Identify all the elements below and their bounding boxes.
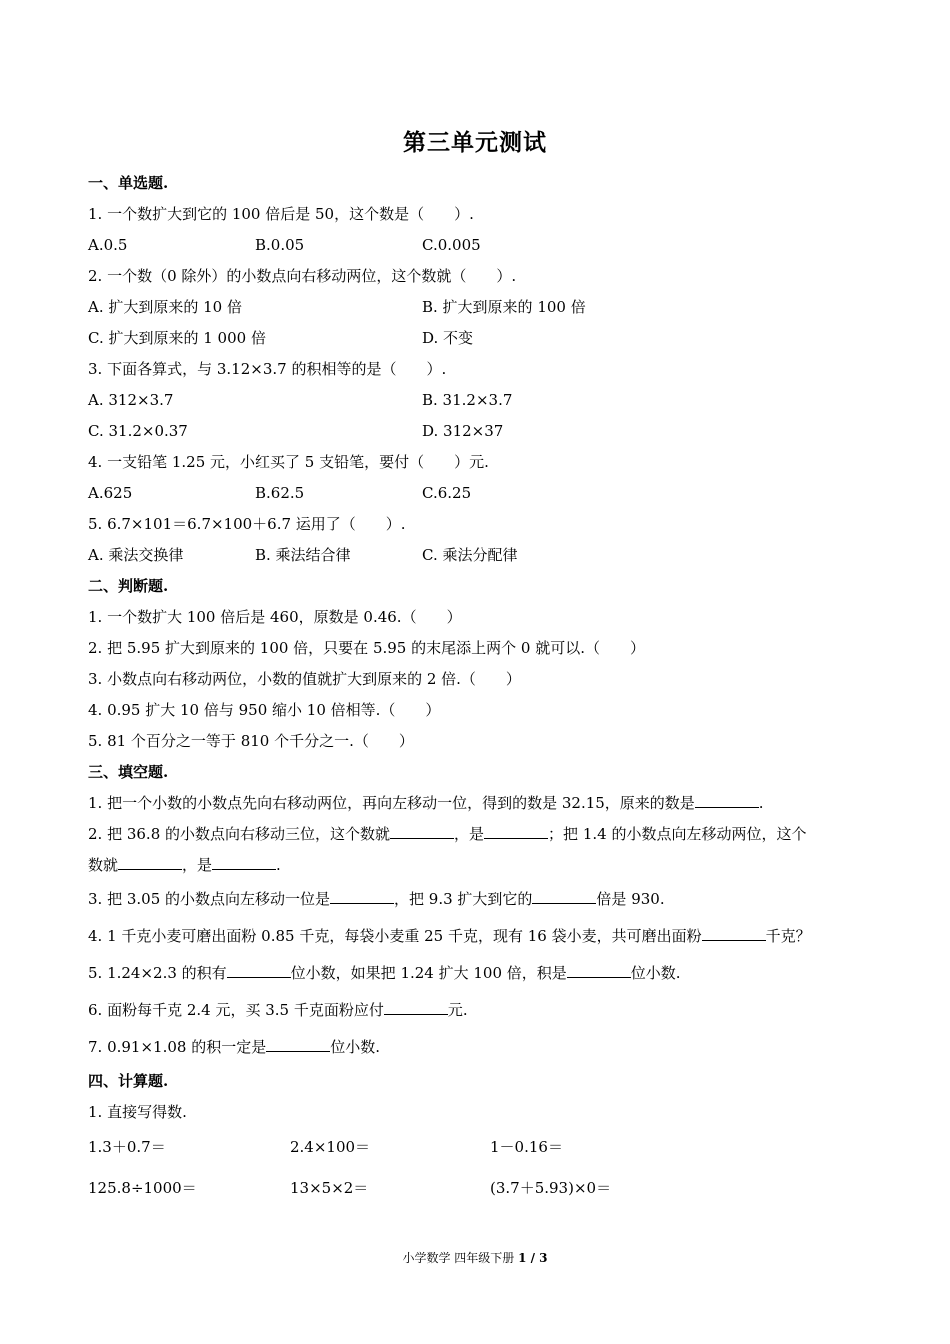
mc-options-2b bbox=[88, 323, 878, 354]
mc-option: B.62.5 bbox=[255, 484, 305, 502]
fill-text: ；把 1.4 的小数点向左移动两位，这个 bbox=[548, 825, 807, 843]
fill-text: 位小数. bbox=[330, 1038, 380, 1056]
answer-blank[interactable] bbox=[118, 853, 182, 870]
mc-option: A. 扩大到原来的 10 倍 bbox=[88, 298, 242, 316]
fill-question-1 bbox=[88, 788, 878, 819]
answer-blank[interactable] bbox=[384, 998, 448, 1015]
mc-options-5 bbox=[88, 540, 878, 571]
fill-text: 4. 1 千克小麦可磨出面粉 0.85 千克，每袋小麦重 25 千克，现有 16 袋小麦，共可磨出面粉 bbox=[88, 927, 702, 945]
fill-text: 5. 1.24×2.3 的积有 bbox=[88, 964, 227, 982]
fill-text: 位小数. bbox=[630, 964, 681, 982]
worksheet-body bbox=[88, 168, 878, 1210]
mc-question-1: 1. 一个数扩大到它的 100 倍后是 50，这个数是（ ）. bbox=[88, 205, 474, 223]
mc-option: B. 31.2×3.7 bbox=[422, 391, 513, 409]
mc-option: C.6.25 bbox=[422, 484, 472, 502]
section-heading-fill-blank: 三、填空题. bbox=[88, 763, 169, 781]
answer-blank[interactable] bbox=[390, 822, 454, 839]
mc-option: C. 乘法分配律 bbox=[422, 546, 518, 564]
fill-text: . bbox=[276, 856, 281, 874]
fill-text: 3. 把 3.05 的小数点向左移动一位是 bbox=[88, 890, 331, 908]
fill-text: ，把 9.3 扩大到它的 bbox=[394, 890, 533, 908]
mc-option: C. 31.2×0.37 bbox=[88, 422, 188, 440]
answer-blank[interactable] bbox=[330, 887, 394, 904]
fill-text: 2. 把 36.8 的小数点向右移动三位，这个数就 bbox=[88, 825, 391, 843]
mc-option: A. 乘法交换律 bbox=[88, 546, 184, 564]
answer-blank[interactable] bbox=[532, 887, 596, 904]
mc-option: A.0.5 bbox=[88, 236, 128, 254]
fill-text: 倍是 930. bbox=[596, 890, 665, 908]
fill-question-6 bbox=[88, 992, 878, 1029]
fill-text: 千克？ bbox=[765, 927, 811, 945]
tf-question-1: 1. 一个数扩大 100 倍后是 460，原数是 0.46.（ ） bbox=[88, 608, 462, 626]
calc-expression: 125.8÷1000＝ bbox=[88, 1179, 197, 1197]
mc-question-4: 4. 一支铅笔 1.25 元，小红买了 5 支铅笔，要付（ ）元. bbox=[88, 453, 489, 471]
fill-question-2-line1 bbox=[88, 819, 878, 850]
answer-blank[interactable] bbox=[266, 1035, 330, 1052]
tf-question-5: 5. 81 个百分之一等于 810 个千分之一.（ ） bbox=[88, 732, 414, 750]
mc-question-2: 2. 一个数（0 除外）的小数点向右移动两位，这个数就（ ）. bbox=[88, 267, 517, 285]
section-heading-true-false: 二、判断题. bbox=[88, 577, 169, 595]
fill-question-3 bbox=[88, 881, 878, 918]
fill-text: ，是 bbox=[454, 825, 485, 843]
calc-expression: 1.3＋0.7＝ bbox=[88, 1138, 166, 1156]
mc-option: A.625 bbox=[88, 484, 133, 502]
footer-label: 小学数学 四年级下册 bbox=[402, 1251, 519, 1265]
mc-option: C. 扩大到原来的 1 000 倍 bbox=[88, 329, 266, 347]
tf-question-3: 3. 小数点向右移动两位，小数的值就扩大到原来的 2 倍.（ ） bbox=[88, 670, 521, 688]
tf-question-2: 2. 把 5.95 扩大到原来的 100 倍，只要在 5.95 的末尾添上两个 0 就可以.（ ） bbox=[88, 639, 645, 657]
calc-row-1 bbox=[88, 1128, 878, 1166]
mc-options-2a bbox=[88, 292, 878, 323]
calc-question-1: 1. 直接写得数. bbox=[88, 1103, 187, 1121]
fill-question-4 bbox=[88, 918, 878, 955]
mc-options-3a bbox=[88, 385, 878, 416]
answer-blank[interactable] bbox=[212, 853, 276, 870]
page-number: 1 / 3 bbox=[518, 1251, 548, 1265]
mc-option: C.0.005 bbox=[422, 236, 481, 254]
answer-blank[interactable] bbox=[227, 961, 291, 978]
mc-options-3b bbox=[88, 416, 878, 447]
page-footer bbox=[0, 1249, 950, 1266]
calc-row-2 bbox=[88, 1166, 878, 1210]
answer-blank[interactable] bbox=[484, 822, 548, 839]
section-heading-single-choice: 一、单选题. bbox=[88, 174, 169, 192]
fill-text: 元. bbox=[447, 1001, 468, 1019]
answer-blank[interactable] bbox=[702, 924, 766, 941]
calc-expression: 13×5×2＝ bbox=[290, 1179, 369, 1197]
mc-options-1 bbox=[88, 230, 878, 261]
mc-option: D. 不变 bbox=[422, 329, 474, 347]
mc-option: A. 312×3.7 bbox=[88, 391, 174, 409]
fill-text: 1. 把一个小数的小数点先向右移动两位，再向左移动一位，得到的数是 32.15，原来的数是 bbox=[88, 794, 695, 812]
calc-expression: 1－0.16＝ bbox=[490, 1138, 563, 1156]
fill-text: 6. 面粉每千克 2.4 元，买 3.5 千克面粉应付 bbox=[88, 1001, 384, 1019]
mc-question-3: 3. 下面各算式，与 3.12×3.7 的积相等的是（ ）. bbox=[88, 360, 447, 378]
fill-text: ，是 bbox=[182, 856, 213, 874]
fill-text: 7. 0.91×1.08 的积一定是 bbox=[88, 1038, 267, 1056]
mc-option: B. 扩大到原来的 100 倍 bbox=[422, 298, 586, 316]
section-heading-calculation: 四、计算题. bbox=[88, 1072, 169, 1090]
fill-text: 数就 bbox=[88, 856, 119, 874]
mc-option: D. 312×37 bbox=[422, 422, 504, 440]
mc-question-5: 5. 6.7×101＝6.7×100＋6.7 运用了（ ）. bbox=[88, 515, 406, 533]
fill-text: 位小数，如果把 1.24 扩大 100 倍，积是 bbox=[290, 964, 567, 982]
fill-question-5 bbox=[88, 955, 878, 992]
mc-options-4 bbox=[88, 478, 878, 509]
fill-question-2-line2 bbox=[88, 850, 878, 881]
mc-option: B.0.05 bbox=[255, 236, 305, 254]
fill-text: . bbox=[758, 794, 764, 812]
calc-expression: (3.7＋5.93)×0＝ bbox=[490, 1179, 612, 1197]
answer-blank[interactable] bbox=[567, 961, 631, 978]
mc-option: B. 乘法结合律 bbox=[255, 546, 351, 564]
answer-blank[interactable] bbox=[695, 791, 759, 808]
calc-expression: 2.4×100＝ bbox=[290, 1138, 371, 1156]
tf-question-4: 4. 0.95 扩大 10 倍与 950 缩小 10 倍相等.（ ） bbox=[88, 701, 441, 719]
fill-question-7 bbox=[88, 1029, 878, 1066]
page-title: 第三单元测试 bbox=[403, 129, 547, 156]
